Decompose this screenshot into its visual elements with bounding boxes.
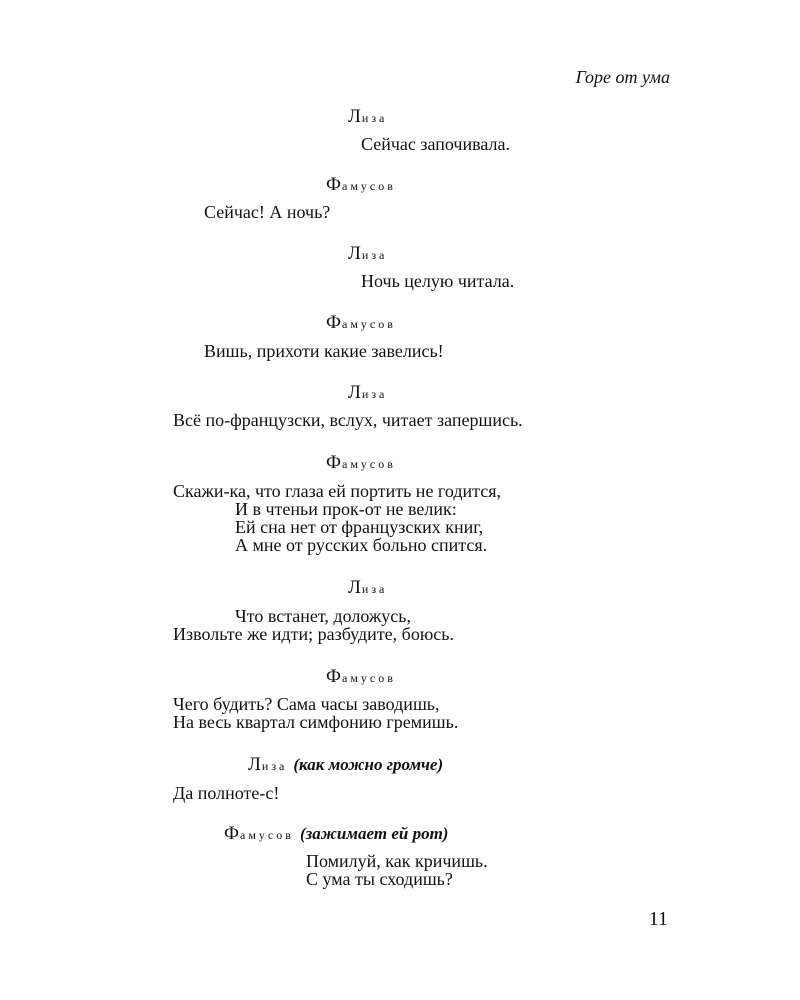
verse-line: Сейчас започивала. [361,134,510,154]
verse-line: И в чтеньи прок-от не велик: [235,499,457,519]
speaker-rest: иза [361,582,388,596]
verse-line: Ночь целую читала. [361,271,515,291]
verse-line: Скажи-ка, что глаза ей портить не годится, [173,481,501,501]
speaker-rest: амусов [342,179,396,193]
verse-line: Что встанет, доложусь, [235,606,412,626]
speaker-rest: иза [361,111,388,125]
speaker-initial: Ф [326,452,343,473]
speaker-initial: Ф [224,823,241,844]
speaker-name [348,382,387,404]
speaker-rest: иза [361,387,388,401]
speaker-initial: Л [348,106,362,127]
speaker-name [224,823,448,845]
verse-line: Извольте же идти; разбудите, боюсь. [173,624,454,644]
verse-line: Всё по-французски, вслух, читает запершись. [173,410,523,430]
speaker-initial: Ф [326,666,343,687]
verse-line: Ей сна нет от французских книг, [235,517,484,537]
speaker-initial: Л [348,243,362,264]
speaker-name [326,666,396,688]
speaker-name [348,243,387,265]
speaker-rest: амусов [342,317,396,331]
stage-direction: (зажимает ей рот) [299,824,449,843]
page-number: 11 [648,908,668,930]
stage-direction: (как можно громче) [293,755,444,774]
speaker-initial: Ф [326,174,343,195]
verse-line: А мне от русских больно спится. [235,535,488,555]
speaker-rest: иза [261,759,288,773]
speaker-name [348,106,387,128]
speaker-rest: амусов [342,671,396,685]
verse-line: Вишь, прихоти какие завелись! [204,341,444,361]
verse-line: Да полноте-с! [173,783,280,803]
speaker-initial: Л [248,754,262,775]
speaker-name [326,312,396,334]
speaker-name [326,452,396,474]
verse-line: На весь квартал симфонию гремишь. [173,712,459,732]
verse-line: Чего будить? Сама часы заводишь, [173,694,440,714]
speaker-name [248,754,443,776]
verse-line: Помилуй, как кричишь. [306,851,488,871]
running-head: Горе от ума [575,67,670,87]
speaker-name [326,174,396,196]
speaker-initial: Ф [326,312,343,333]
speaker-rest: иза [361,248,388,262]
speaker-initial: Л [348,577,362,598]
speaker-initial: Л [348,382,362,403]
verse-line: С ума ты сходишь? [306,869,453,889]
speaker-rest: амусов [342,457,396,471]
speaker-rest: амусов [240,828,294,842]
speaker-name [348,577,387,599]
verse-line: Сейчас! А ночь? [204,202,331,222]
